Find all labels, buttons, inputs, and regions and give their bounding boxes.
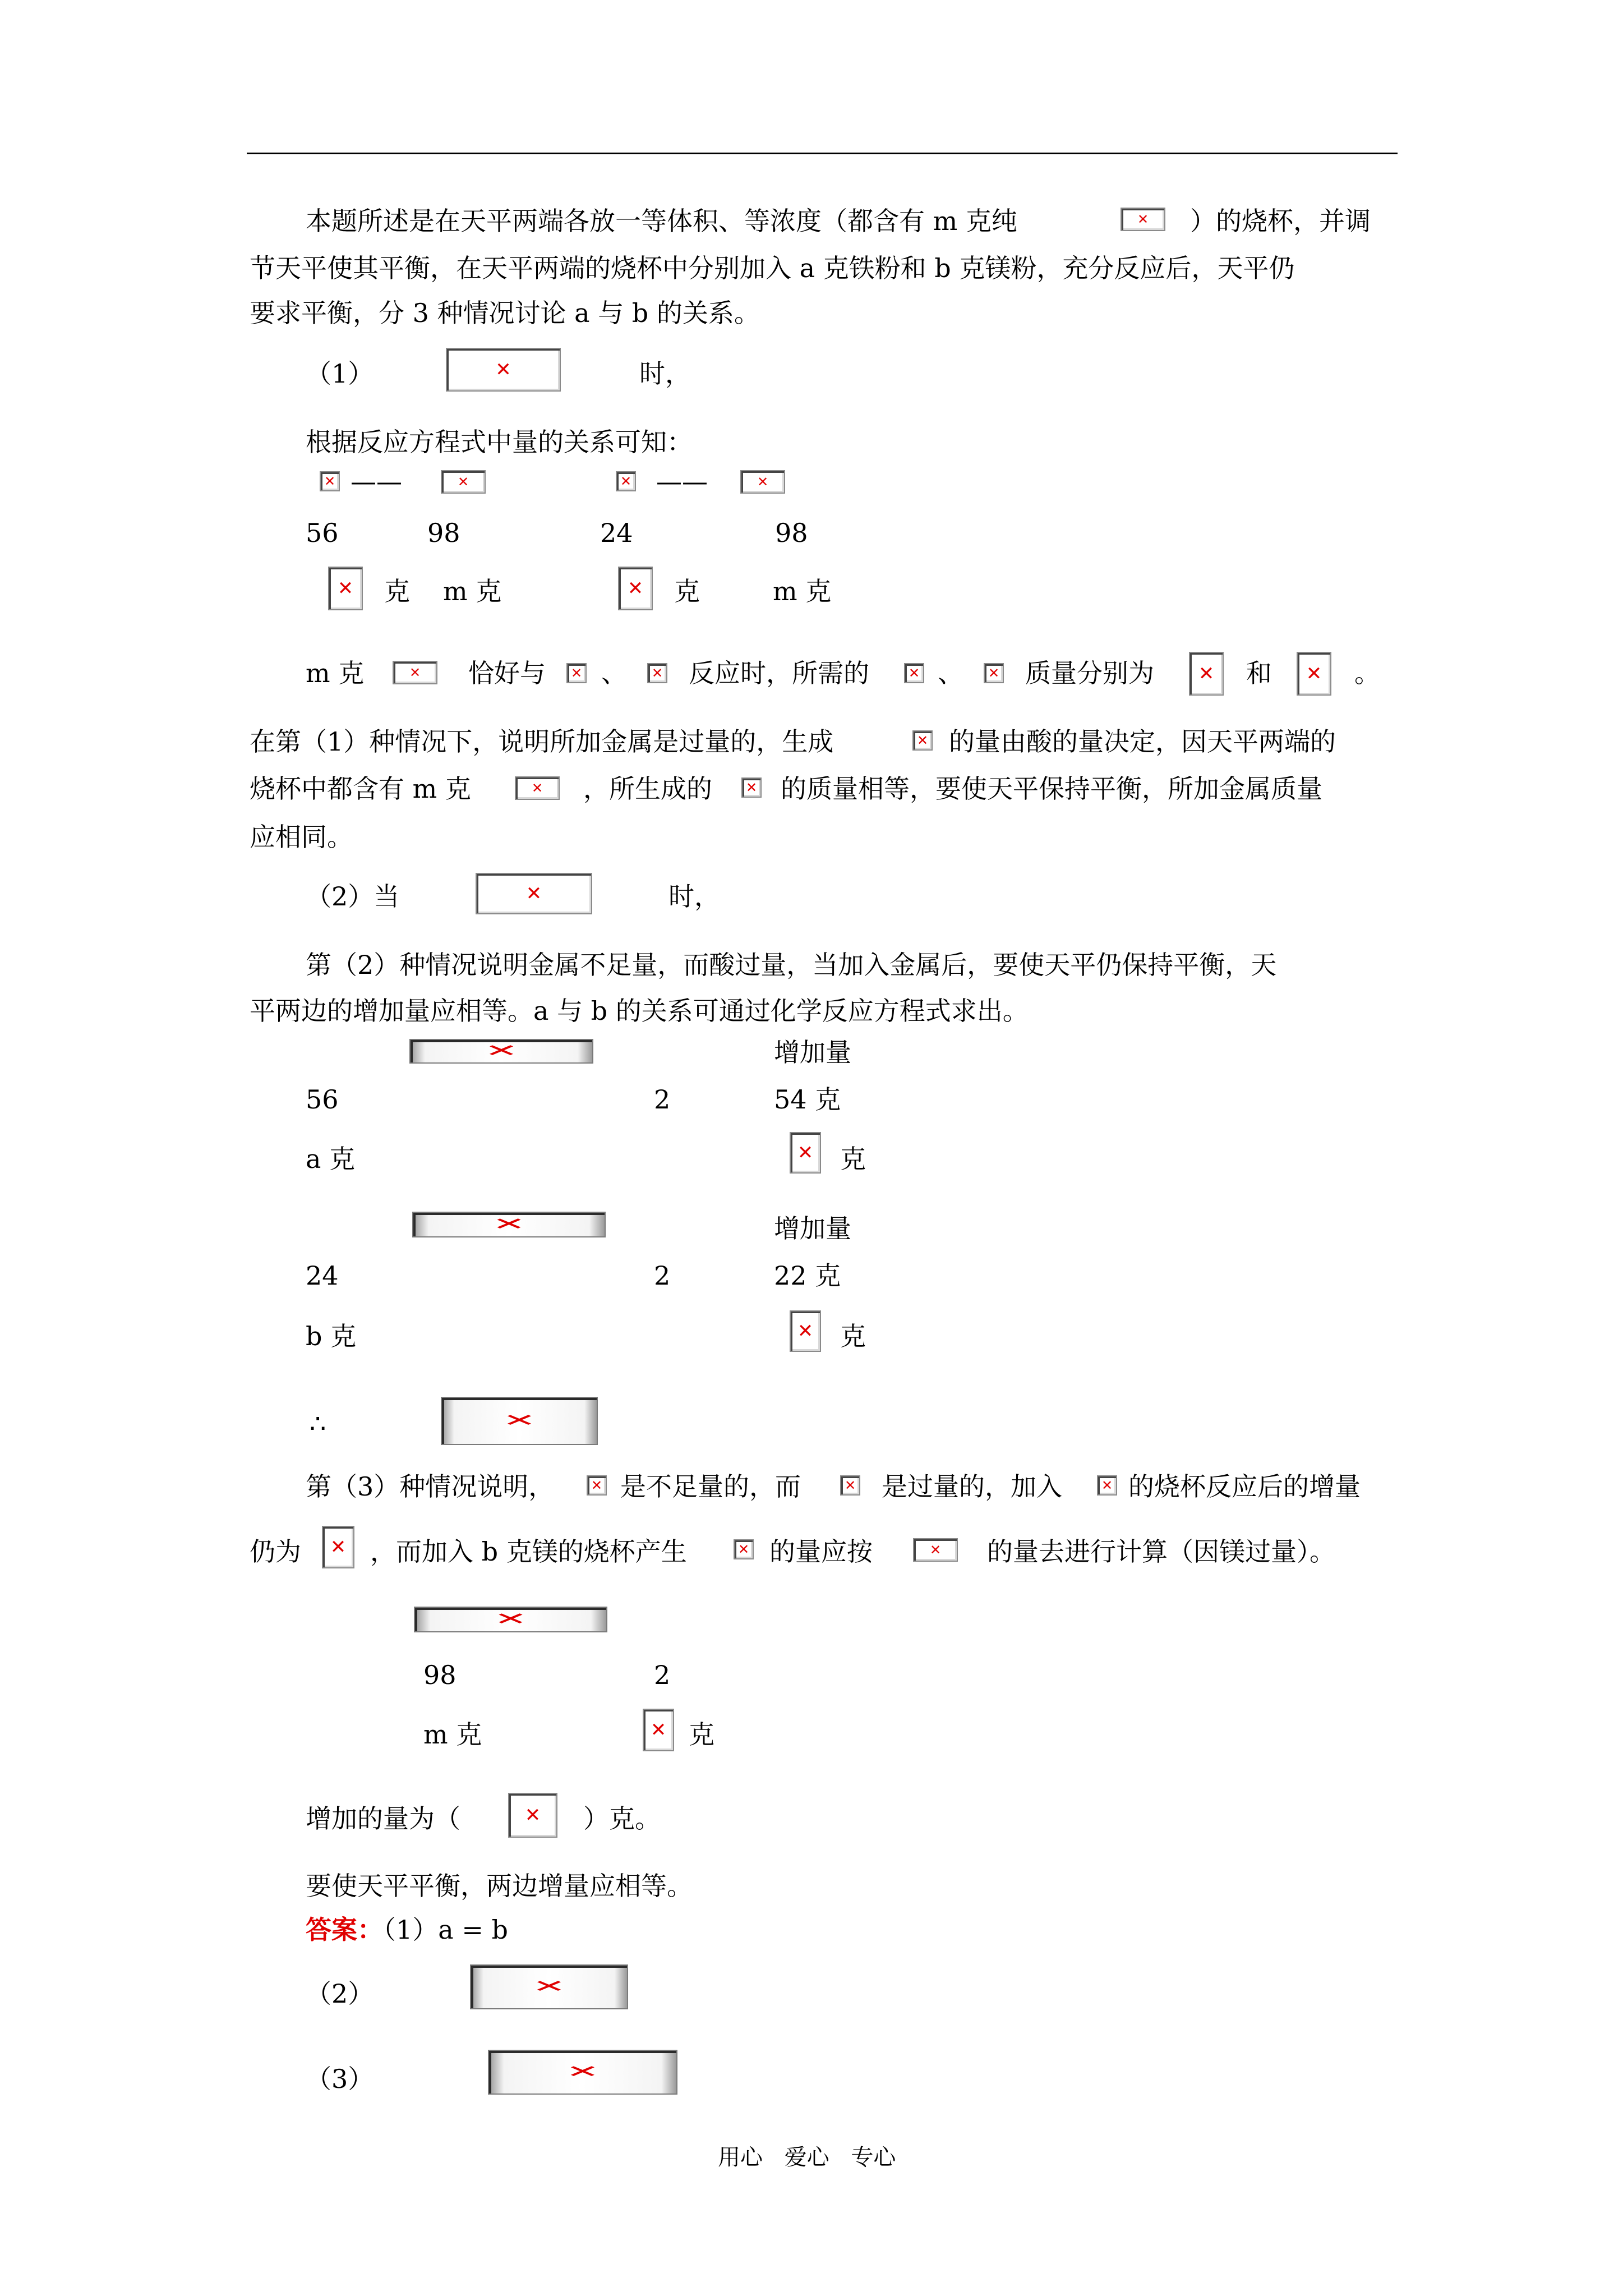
mg-row-a: 24 (306, 1260, 339, 1291)
case3-row2-a: m 克 (423, 1719, 482, 1750)
reaction-sep2: 、 (938, 658, 963, 688)
dash-2: —— (656, 466, 708, 496)
gram-unit-2: 克 (674, 576, 700, 606)
mg-amount-c: 克 (840, 1321, 866, 1351)
case1-explain-2a: 烧杯中都含有 m 克 (250, 774, 471, 804)
fe-equation-image (409, 1039, 593, 1064)
broken-image-icon (643, 1709, 674, 1751)
mg-equation-image (412, 1212, 606, 1237)
balance-sentence: 要使天平平衡，两边增量应相等。 (306, 1871, 693, 1901)
therefore-sign: ∴ (310, 1409, 326, 1439)
broken-image-icon (741, 777, 762, 798)
fe-amount-c: 克 (840, 1144, 866, 1174)
case3-l1b: 是不足量的，而 (620, 1471, 801, 1502)
increase-amount-a: 增加的量为（ (306, 1803, 460, 1834)
broken-image-icon (1189, 652, 1224, 696)
intro-line-3: 要求平衡，分 3 种情况讨论 a 与 b 的关系。 (250, 298, 760, 328)
increase-label-2: 增加量 (774, 1213, 851, 1244)
case2-label: （2）当 (306, 881, 400, 912)
fe-row-c: 54 克 (774, 1084, 841, 1115)
answer-1: （1）a = b (383, 1915, 508, 1945)
case3-row1-a: 98 (423, 1660, 457, 1690)
fe-molar-mass: 56 (306, 518, 339, 548)
answer-2-label: （2） (306, 1978, 374, 2009)
case3-l2c: 的量应按 (769, 1536, 873, 1567)
case2-line-2: 平两边的增加量应相等。a 与 b 的关系可通过化学反应方程式求出。 (250, 996, 1029, 1026)
m-gram-1: m 克 (443, 576, 502, 606)
broken-image-icon (790, 1310, 821, 1352)
case1-explain-3: 应相同。 (250, 822, 353, 852)
broken-image-icon (446, 348, 561, 392)
broken-image-icon (840, 1475, 860, 1496)
case1-explain-1a: 在第（1）种情况下，说明所加金属是过量的，生成 (250, 726, 834, 757)
broken-image-icon (393, 661, 437, 684)
mg-row-c: 22 克 (774, 1260, 841, 1291)
case3-row2-c: 克 (689, 1719, 714, 1750)
broken-image-icon (984, 663, 1004, 683)
acid-mass-2: 98 (775, 518, 808, 548)
page-footer: 用心 爱心 专心 (718, 2145, 896, 2170)
dash-1: —— (351, 466, 402, 496)
mg-amount-a: b 克 (306, 1321, 357, 1351)
broken-image-icon (320, 471, 340, 491)
answer-2-image (470, 1964, 628, 2009)
case3-l1d: 的烧杯反应后的增量 (1128, 1471, 1361, 1502)
gram-unit-1: 克 (384, 576, 410, 606)
answer-3-image (488, 2050, 677, 2095)
case1-explain-1b: 的量由酸的量决定，因天平两端的 (949, 726, 1336, 757)
broken-image-icon (476, 873, 592, 914)
reaction-p2: 恰好与 (468, 658, 546, 688)
increase-amount-b: ）克。 (583, 1803, 661, 1834)
relation-heading: 根据反应方程式中量的关系可知： (306, 427, 693, 457)
acid-mass-1: 98 (427, 518, 460, 548)
header-rule (247, 153, 1398, 154)
case1-explain-2c: 的质量相等，要使天平保持平衡，所加金属质量 (781, 774, 1322, 804)
broken-image-icon (587, 1475, 607, 1496)
case3-equation-image (414, 1607, 607, 1632)
broken-image-icon (441, 470, 486, 494)
broken-image-icon (508, 1793, 557, 1838)
case3-l1c: 是过量的，加入 (882, 1471, 1062, 1502)
broken-image-icon (322, 1526, 354, 1568)
fe-amount-a: a 克 (306, 1144, 356, 1174)
case1-label: （1） (306, 358, 374, 389)
broken-image-icon (647, 663, 667, 683)
broken-image-icon (618, 567, 653, 610)
reaction-p4: 质量分别为 (1025, 658, 1154, 688)
case3-l1a: 第（3）种情况说明， (306, 1471, 555, 1502)
mg-row-b: 2 (654, 1260, 671, 1291)
case2-result-image (441, 1397, 598, 1445)
case3-row1-b: 2 (654, 1660, 671, 1690)
reaction-p3: 反应时，所需的 (689, 658, 869, 688)
broken-image-icon (1121, 208, 1165, 231)
intro-line-1 (306, 204, 1017, 238)
increase-label-1: 增加量 (774, 1037, 851, 1068)
broken-image-icon (1297, 652, 1331, 696)
broken-image-icon (1097, 1475, 1117, 1496)
m-gram-2: m 克 (773, 576, 832, 606)
broken-image-icon (790, 1132, 821, 1174)
reaction-end: 。 (1354, 658, 1380, 688)
reaction-sep1: 、 (601, 658, 627, 688)
fe-row-a: 56 (306, 1084, 339, 1115)
intro-line-2: 节天平使其平衡，在天平两端的烧杯中分别加入 a 克铁粉和 b 克镁粉，充分反应后，天平仍 (250, 253, 1295, 283)
broken-image-icon (904, 663, 924, 683)
case1-explain-2b: ，所生成的 (583, 774, 712, 804)
broken-image-icon (734, 1539, 754, 1559)
case3-l2a: 仍为 (250, 1536, 301, 1567)
answer-label: 答案： (306, 1915, 383, 1945)
fe-row-b: 2 (654, 1084, 671, 1115)
broken-image-icon (913, 1538, 958, 1562)
case1-tail: 时， (639, 358, 691, 389)
answer-3-label: （3） (306, 2064, 374, 2094)
reaction-and: 和 (1246, 658, 1272, 688)
broken-image-icon (515, 776, 560, 800)
broken-image-icon (616, 471, 636, 491)
case2-line-1: 第（2）种情况说明金属不足量，而酸过量，当加入金属后，要使天平仍保持平衡，天 (306, 950, 1277, 980)
intro-line-1-tail: ）的烧杯，并调 (1190, 206, 1371, 236)
case3-l2b: ，而加入 b 克镁的烧杯产生 (370, 1536, 687, 1567)
broken-image-icon (328, 567, 363, 610)
answer-line-1 (306, 1913, 508, 1947)
reaction-p1: m 克 (306, 658, 365, 688)
broken-image-icon (912, 730, 933, 751)
intro-text: 本题所述是在天平两端各放一等体积、等浓度（都含有 m 克纯 (306, 206, 1017, 236)
case3-l2d: 的量去进行计算（因镁过量）。 (987, 1536, 1335, 1567)
broken-image-icon (740, 470, 785, 494)
case2-tail: 时， (668, 881, 720, 912)
mg-molar-mass: 24 (600, 518, 633, 548)
broken-image-icon (566, 663, 587, 683)
